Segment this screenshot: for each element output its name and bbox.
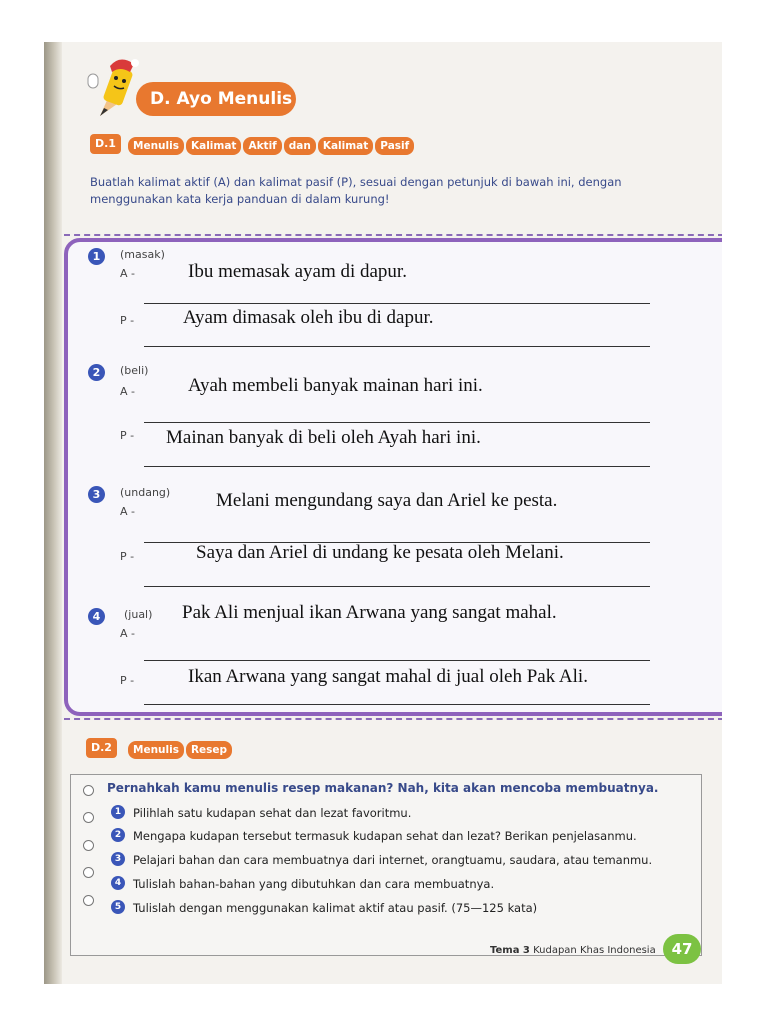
section-heading-d1 — [128, 137, 414, 155]
binder-hole-icon — [83, 895, 94, 906]
answer-line — [144, 466, 650, 467]
step-number: 4 — [111, 876, 125, 890]
item-number: 1 — [88, 248, 105, 265]
dashed-divider — [64, 718, 722, 720]
workbook-page — [44, 42, 722, 984]
active-label: A - — [120, 267, 135, 280]
heading-pill: Kalimat — [186, 137, 241, 155]
active-label: A - — [120, 505, 135, 518]
passive-answer[interactable]: Saya dan Ariel di undang ke pesata oleh Melani. — [196, 542, 564, 563]
active-label: A - — [120, 385, 135, 398]
active-label: A - — [120, 627, 135, 640]
heading-pill: Aktif — [243, 137, 281, 155]
item-verb: (undang) — [120, 486, 171, 499]
item-verb: (beli) — [120, 364, 149, 377]
heading-pill: Menulis — [128, 137, 184, 155]
step-text: Pelajari bahan dan cara membuatnya dari internet, orangtuamu, saudara, atau temanmu. — [133, 853, 653, 867]
step-text: Tulislah bahan-bahan yang dibutuhkan dan cara membuatnya. — [133, 877, 495, 891]
item-number: 2 — [88, 364, 105, 381]
active-answer[interactable]: Melani mengundang saya dan Ariel ke pesta. — [216, 490, 558, 511]
passive-label: P - — [120, 550, 135, 563]
answer-line — [144, 303, 650, 304]
passive-answer[interactable]: Ayam dimasak oleh ibu di dapur. — [183, 307, 434, 328]
heading-pill: Menulis — [128, 741, 184, 759]
step-text: Mengapa kudapan tersebut termasuk kudapan sehat dan lezat? Berikan penjelasanmu. — [133, 829, 637, 843]
step-number: 2 — [111, 828, 125, 842]
active-answer[interactable]: Ibu memasak ayam di dapur. — [188, 261, 407, 282]
passive-label: P - — [120, 674, 135, 687]
binder-hole-icon — [83, 867, 94, 878]
step-number: 1 — [111, 805, 125, 819]
section-badge-d2: D.2 — [86, 738, 117, 758]
recipe-lead-text: Pernahkah kamu menulis resep makanan? Nah, kita akan mencoba membuatnya. — [107, 781, 659, 795]
dashed-divider — [64, 234, 722, 236]
active-answer[interactable]: Pak Ali menjual ikan Arwana yang sangat mahal. — [182, 602, 557, 623]
instruction-text: Buatlah kalimat aktif (A) dan kalimat pasif (P), sesuai dengan petunjuk di bawah ini, dengan menggunakan kata kerja panduan di dalam kurung! — [90, 175, 622, 206]
footer-subtitle: Kudapan Khas Indonesia — [533, 945, 656, 956]
heading-pill: Kalimat — [318, 137, 373, 155]
heading-pill: Pasif — [375, 137, 414, 155]
book-gutter — [44, 42, 62, 984]
recipe-task-box — [70, 774, 702, 956]
step-text: Tulislah dengan menggunakan kalimat aktif atau pasif. (75—125 kata) — [133, 901, 538, 915]
page-number: 47 — [663, 934, 701, 964]
page-footer — [490, 945, 656, 956]
active-answer[interactable]: Ayah membeli banyak mainan hari ini. — [188, 375, 483, 396]
step-number: 5 — [111, 900, 125, 914]
item-verb: (jual) — [124, 608, 153, 621]
heading-pill: Resep — [186, 741, 232, 759]
answer-line — [144, 586, 650, 587]
answer-line — [144, 422, 650, 423]
binder-hole-icon — [83, 812, 94, 823]
section-badge-d1: D.1 — [90, 134, 121, 154]
section-heading-d2 — [128, 741, 232, 759]
heading-pill: dan — [284, 137, 316, 155]
item-number: 3 — [88, 486, 105, 503]
exercise-box — [64, 238, 722, 716]
item-number: 4 — [88, 608, 105, 625]
passive-label: P - — [120, 429, 135, 442]
item-verb: (masak) — [120, 248, 165, 261]
step-text: Pilihlah satu kudapan sehat dan lezat favoritmu. — [133, 806, 412, 820]
answer-line — [144, 660, 650, 661]
binder-hole-icon — [83, 840, 94, 851]
answer-line — [144, 346, 650, 347]
passive-answer[interactable]: Mainan banyak di beli oleh Ayah hari ini. — [166, 427, 481, 448]
section-title-banner: D. Ayo Menulis — [136, 82, 296, 116]
passive-label: P - — [120, 314, 135, 327]
step-number: 3 — [111, 852, 125, 866]
footer-theme: Tema 3 — [490, 945, 530, 956]
answer-line — [144, 704, 650, 705]
binder-hole-icon — [83, 785, 94, 796]
passive-answer[interactable]: Ikan Arwana yang sangat mahal di jual oleh Pak Ali. — [188, 666, 588, 687]
